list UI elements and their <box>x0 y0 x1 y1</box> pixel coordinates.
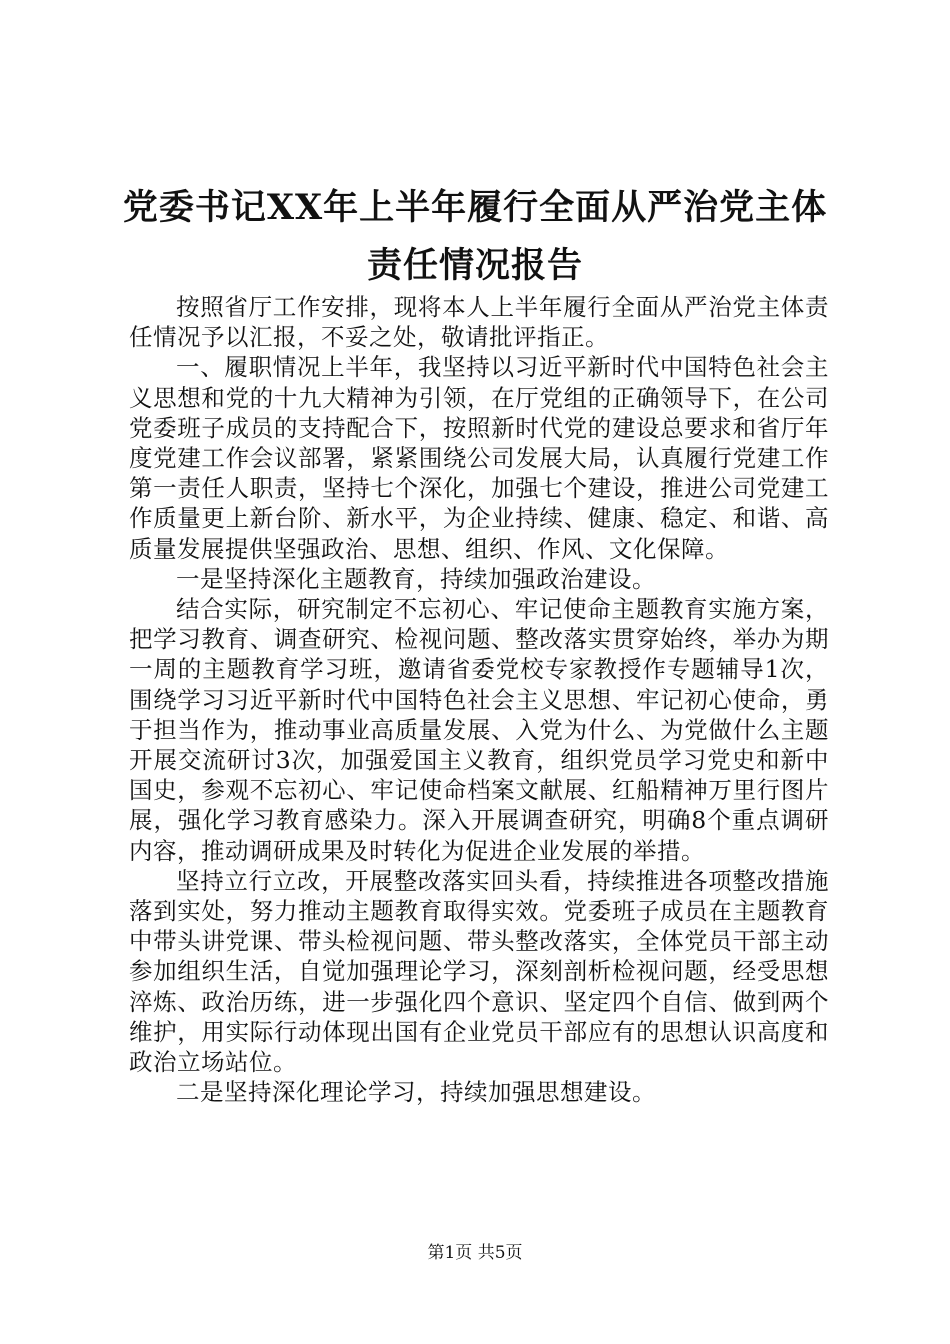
document-title-line-1: 党委书记XX年上半年履行全面从严治党主体 <box>122 187 828 228</box>
paragraph-rectification: 坚持立行立改，开展整改落实回头看，持续推进各项整改措施落到实处，努力推动主题教育取得实效。党委班子成员在主题教育中带头讲党课、带头检视问题、带头整改落实，全体党员干部主动参加组织生活，自觉加强理论学习，深刻剖析检视问题，经受思想淬炼、政治历练，进一步强化四个意识、坚定四个自信、做到两个维护，用实际行动体现出国有企业党员干部应有的思想认识高度和政治立场站位。 <box>129 866 829 1077</box>
page-number-footer: 第1页 共5页 <box>427 1243 523 1263</box>
paragraph-duty-overview: 一、履职情况上半年，我坚持以习近平新时代中国特色社会主义思想和党的十九大精神为引领，在厅党组的正确领导下，在公司党委班子成员的支持配合下，按照新时代党的建设总要求和省厅年度党建工作会议部署，紧紧围绕公司发展大局，认真履行党建工作第一责任人职责，坚持七个深化，加强七个建设，推进公司党建工作质量更上新台阶、新水平，为企业持续、健康、稳定、和谐、高质量发展提供坚强政治、思想、组织、作风、文化保障。 <box>129 353 829 563</box>
paragraph-intro: 按照省厅工作安排，现将本人上半年履行全面从严治党主体责任情况予以汇报，不妥之处，敬请批评指正。 <box>129 293 829 352</box>
paragraph-heading-one: 一是坚持深化主题教育，持续加强政治建设。 <box>176 564 656 593</box>
document-body <box>129 292 829 1107</box>
paragraph-theme-education: 结合实际，研究制定不忘初心、牢记使命主题教育实施方案，把学习教育、调查研究、检视问题、整改落实贯穿始终，举办为期一周的主题教育学习班，邀请省委党校专家教授作专题辅导1次，围绕学习习近平新时代中国特色社会主义思想、牢记初心使命，勇于担当作为，推动事业高质量发展、入党为什么、为党做什么主题开展交流研讨3次，加强爱国主义教育，组织党员学习党史和新中国史，参观不忘初心、牢记使命档案文献展、红船精神万里行图片展，强化学习教育感染力。深入开展调查研究，明确8个重点调研内容，推动调研成果及时转化为促进企业发展的举措。 <box>129 595 829 865</box>
paragraph-heading-two: 二是坚持深化理论学习，持续加强思想建设。 <box>176 1078 656 1107</box>
document-title-line-2: 责任情况报告 <box>366 245 583 286</box>
